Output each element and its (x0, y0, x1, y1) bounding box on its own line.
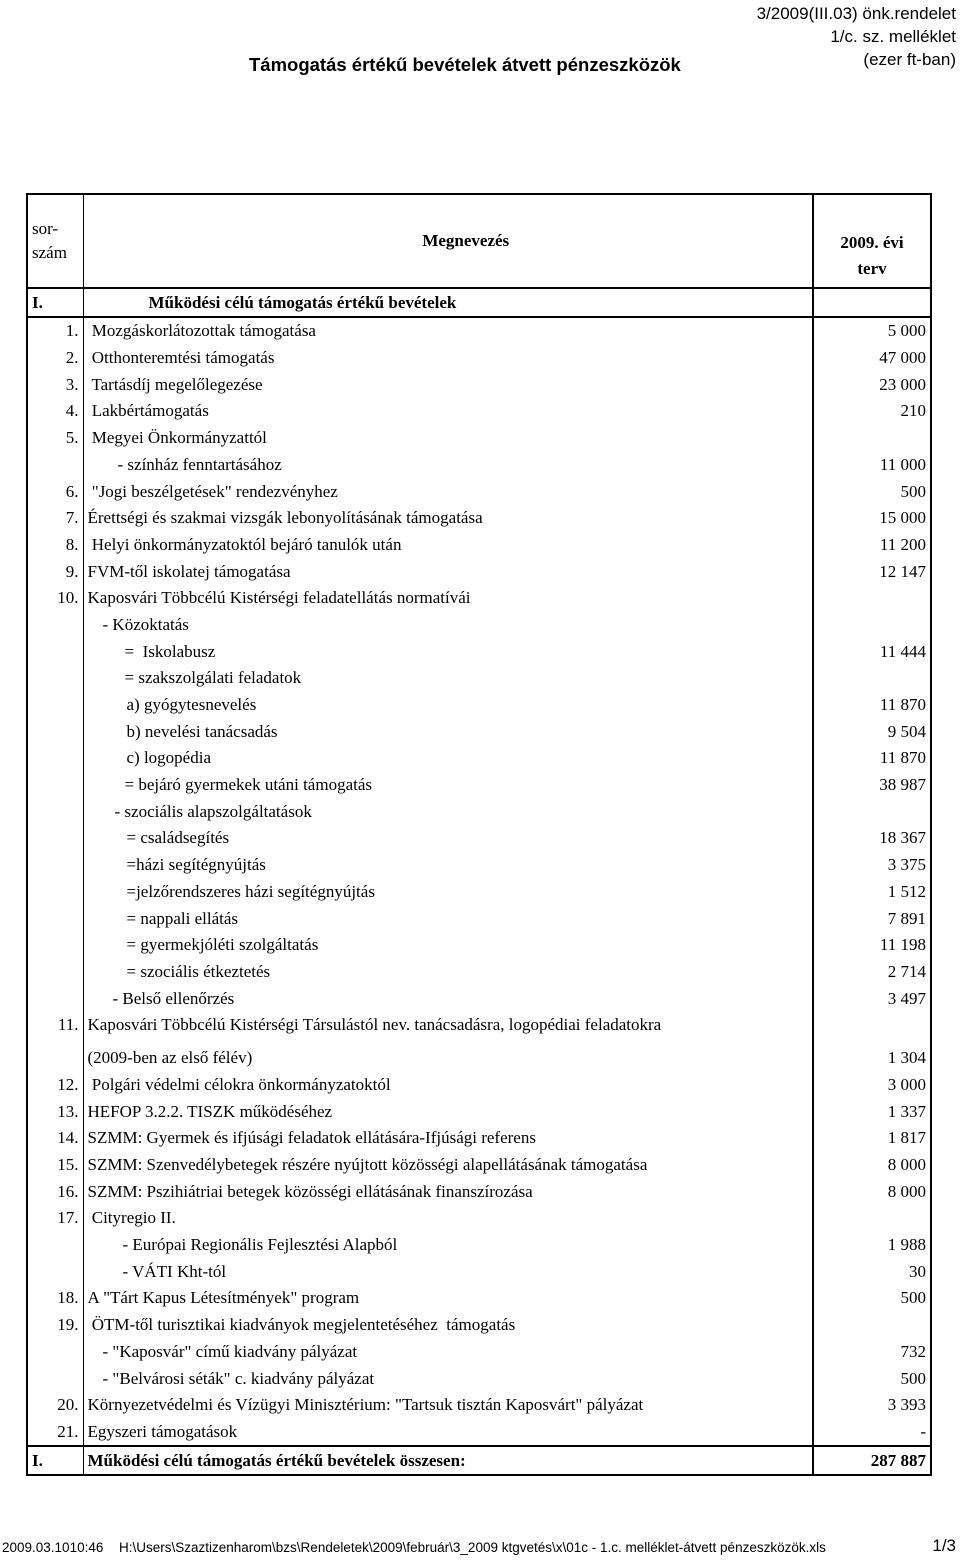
row-value: 18 367 (813, 825, 931, 852)
row-number: 3. (27, 371, 83, 398)
table-row (27, 878, 931, 905)
row-number: 18. (27, 1285, 83, 1312)
row-value: 1 304 (813, 1038, 931, 1071)
section-label: Működési célú támogatás értékű bevételek (83, 288, 813, 317)
row-value: 8 000 (813, 1178, 931, 1205)
row-label: = szakszolgálati feladatok (124, 668, 302, 688)
row-number (27, 451, 83, 478)
table-row (27, 505, 931, 532)
row-label: a) gyógytesnevelés (126, 695, 257, 714)
row-value (813, 798, 931, 825)
column-header-name: Megnevezés (83, 194, 813, 288)
table-row (27, 1311, 931, 1338)
table-row (27, 585, 931, 612)
row-label: - színház fenntartásához (117, 454, 282, 474)
row-number (27, 718, 83, 745)
row-label: b) nevelési tanácsadás (126, 721, 278, 741)
row-number: 12. (27, 1071, 83, 1098)
row-number (27, 958, 83, 985)
row-number (27, 691, 83, 718)
row-value: 500 (813, 478, 931, 505)
row-value: 7 891 (813, 905, 931, 932)
row-label: - szociális alapszolgáltatások (114, 801, 312, 821)
row-number (27, 771, 83, 798)
row-number: 20. (27, 1392, 83, 1419)
row-value: 2 714 (813, 958, 931, 985)
table-row (27, 905, 931, 932)
table-row (27, 851, 931, 878)
row-value (813, 611, 931, 638)
row-label: Kaposvári Többcélú Kistérségi Társulástól nev. tanácsadásra, logopédiai feladatokra (87, 1015, 662, 1035)
table-row (27, 398, 931, 425)
row-value: 8 000 (813, 1151, 931, 1178)
table-row (27, 798, 931, 825)
table-row (27, 745, 931, 772)
row-number (27, 638, 83, 665)
row-value: 1 512 (813, 878, 931, 905)
decree-reference: 3/2009(III.03) önk.rendelet (756, 4, 956, 23)
row-number (27, 878, 83, 905)
page-number: 1/3 (932, 1536, 956, 1555)
section-header-row (27, 288, 931, 317)
table-row (27, 478, 931, 505)
row-number (27, 825, 83, 852)
row-value: 23 000 (813, 371, 931, 398)
row-value (813, 665, 931, 692)
unit-label: (ezer ft-ban) (863, 50, 956, 69)
row-number: 10. (27, 585, 83, 612)
table-row (27, 558, 931, 585)
row-label: FVM-től iskolatej támogatása (87, 561, 291, 581)
row-label: Cityregio II. (87, 1208, 176, 1228)
column-header-plan: 2009. évi terv (813, 194, 931, 288)
row-label: SZMM: Szenvedélybetegek részére nyújtott közösségi alapellátásának támogatása (87, 1155, 648, 1174)
row-label: ÖTM-től turisztikai kiadványok megjelentetéséhez támogatás (87, 1315, 516, 1335)
row-label: Egyszeri támogatások (87, 1421, 238, 1441)
row-value: 732 (813, 1338, 931, 1365)
row-value: 500 (813, 1285, 931, 1312)
row-label: HEFOP 3.2.2. TISZK működéséhez (87, 1101, 333, 1121)
row-value (813, 1311, 931, 1338)
table-row (27, 1038, 931, 1071)
row-label: "Jogi beszélgetések" rendezvényhez (87, 481, 338, 501)
row-value: - (813, 1418, 931, 1446)
row-label: =jelzőrendszeres házi segítégnyújtás (126, 881, 375, 901)
row-value: 3 497 (813, 985, 931, 1012)
row-number: 7. (27, 505, 83, 532)
table-row (27, 771, 931, 798)
row-label: - "Kaposvár" című kiadvány pályázat (102, 1341, 358, 1361)
table-row (27, 1125, 931, 1152)
row-label: Megyei Önkormányzattól (87, 428, 267, 448)
document-reference (757, 2, 956, 71)
table-row (27, 1178, 931, 1205)
row-label: Tartásdíj megelőlegezése (87, 374, 263, 394)
row-label: = családsegítés (126, 828, 230, 848)
row-value: 1 337 (813, 1098, 931, 1125)
table-row (27, 1071, 931, 1098)
table-row (27, 718, 931, 745)
row-number: 21. (27, 1418, 83, 1446)
table-row (27, 424, 931, 451)
row-value: 3 375 (813, 851, 931, 878)
row-number: 5. (27, 424, 83, 451)
row-number (27, 985, 83, 1012)
table-row (27, 531, 931, 558)
row-label: SZMM: Pszihiátriai betegek közösségi ellátásának finanszírozása (87, 1181, 533, 1201)
row-label: Érettségi és szakmai vizsgák lebonyolításának támogatása (87, 508, 483, 528)
table-row (27, 1365, 931, 1392)
row-value: 30 (813, 1258, 931, 1285)
table-row (27, 371, 931, 398)
row-label: SZMM: Gyermek és ifjúsági feladatok ellátására-Ifjúsági referens (87, 1128, 536, 1148)
table-row (27, 932, 931, 959)
row-number: 1. (27, 317, 83, 345)
total-row (27, 1446, 931, 1475)
row-number (27, 745, 83, 772)
table-row (27, 1231, 931, 1258)
row-label: - Közoktatás (102, 614, 189, 634)
row-value: 12 147 (813, 558, 931, 585)
row-value: 1 817 (813, 1125, 931, 1152)
row-label: Polgári védelmi célokra önkormányzatoktól (87, 1074, 391, 1094)
section-value (813, 288, 931, 317)
row-number: 9. (27, 558, 83, 585)
table-body (27, 317, 931, 1446)
row-number (27, 905, 83, 932)
row-value: 3 000 (813, 1071, 931, 1098)
table-row (27, 611, 931, 638)
table-row (27, 1285, 931, 1312)
row-number: 4. (27, 398, 83, 425)
row-number: 14. (27, 1125, 83, 1152)
row-label: = bejáró gyermekek utáni támogatás (124, 775, 372, 795)
row-label: Mozgáskorlátozottak támogatása (87, 321, 316, 341)
row-value (813, 585, 931, 612)
table-row (27, 1258, 931, 1285)
row-value: 11 198 (813, 932, 931, 959)
section-number: I. (27, 288, 83, 317)
row-number (27, 798, 83, 825)
table-row (27, 1098, 931, 1125)
row-label: Otthonteremtési támogatás (87, 348, 275, 368)
row-label: = szociális étkeztetés (126, 961, 271, 981)
row-value: 11 870 (813, 745, 931, 772)
annex-label: 1/c. sz. melléklet (830, 27, 956, 46)
row-value (813, 424, 931, 451)
row-number: 11. (27, 1012, 83, 1039)
row-label: - Belső ellenőrzés (112, 988, 235, 1008)
row-number: 6. (27, 478, 83, 505)
row-value: 47 000 (813, 344, 931, 371)
row-number: 15. (27, 1151, 83, 1178)
row-label: =házi segítégnyújtás (126, 855, 266, 875)
row-value: 500 (813, 1365, 931, 1392)
row-number (27, 611, 83, 638)
total-number: I. (27, 1446, 83, 1475)
row-label: (2009-ben az első félév) (87, 1048, 253, 1068)
row-value: 3 393 (813, 1392, 931, 1419)
row-label: Helyi önkormányzatoktól bejáró tanulók után (87, 534, 402, 554)
table-row (27, 638, 931, 665)
row-number (27, 932, 83, 959)
row-value: 210 (813, 398, 931, 425)
row-value: 11 200 (813, 531, 931, 558)
row-number (27, 1038, 83, 1071)
row-label: Lakbértámogatás (87, 401, 209, 421)
table-row (27, 665, 931, 692)
row-label: - "Belvárosi séták" c. kiadvány pályázat (102, 1368, 375, 1388)
row-label: - Európai Regionális Fejlesztési Alapból (122, 1235, 398, 1255)
footer-file-path: H:\Users\Szaztizenharom\bzs\Rendeletek\2009\február\3_2009 ktgvetés\x\01c - 1.c. melléklet-átvett pénzeszközök.xls (119, 1540, 826, 1555)
row-number: 19. (27, 1311, 83, 1338)
table-row (27, 1392, 931, 1419)
row-label: = gyermekjóléti szolgáltatás (126, 935, 319, 955)
row-value (813, 1205, 931, 1232)
row-value: 11 444 (813, 638, 931, 665)
table-row (27, 1338, 931, 1365)
table-row (27, 985, 931, 1012)
table-row (27, 1205, 931, 1232)
page-title: Támogatás értékű bevételek átvett pénzeszközök (249, 54, 681, 75)
row-label: Kaposvári Többcélú Kistérségi feladatellátás normatívái (87, 588, 471, 608)
row-number: 17. (27, 1205, 83, 1232)
row-value (813, 1012, 931, 1039)
row-number: 13. (27, 1098, 83, 1125)
row-label: = nappali ellátás (126, 908, 239, 928)
table-row (27, 1151, 931, 1178)
row-value: 15 000 (813, 505, 931, 532)
row-value: 9 504 (813, 718, 931, 745)
row-number (27, 1258, 83, 1285)
row-value: 1 988 (813, 1231, 931, 1258)
row-number (27, 851, 83, 878)
row-number: 8. (27, 531, 83, 558)
row-value: 11 000 (813, 451, 931, 478)
table-row (27, 1418, 931, 1446)
row-number: 2. (27, 344, 83, 371)
row-label: Környezetvédelmi és Vízügyi Minisztérium: "Tartsuk tisztán Kaposvárt" pályázat (87, 1395, 644, 1415)
row-value: 38 987 (813, 771, 931, 798)
row-number (27, 1338, 83, 1365)
revenue-table (26, 193, 932, 1476)
total-value: 287 887 (813, 1446, 931, 1475)
row-label: = Iskolabusz (124, 641, 216, 661)
row-value: 5 000 (813, 317, 931, 345)
table-row (27, 344, 931, 371)
table-row (27, 691, 931, 718)
column-header-number: sor- szám (27, 194, 83, 288)
row-label: - VÁTI Kht-tól (122, 1261, 227, 1281)
footer-timestamp: 2009.03.1010:46 (2, 1540, 104, 1555)
row-number (27, 665, 83, 692)
row-value: 11 870 (813, 691, 931, 718)
row-number: 16. (27, 1178, 83, 1205)
table-row (27, 451, 931, 478)
row-label: c) logopédia (126, 748, 211, 768)
row-number (27, 1365, 83, 1392)
row-label: A "Tárt Kapus Létesítmények" program (87, 1288, 360, 1308)
table-row (27, 1012, 931, 1039)
table-row (27, 958, 931, 985)
row-number (27, 1231, 83, 1258)
table-header-row (27, 194, 931, 288)
total-label: Működési célú támogatás értékű bevételek összesen: (83, 1446, 813, 1475)
table-row (27, 317, 931, 345)
table-row (27, 825, 931, 852)
